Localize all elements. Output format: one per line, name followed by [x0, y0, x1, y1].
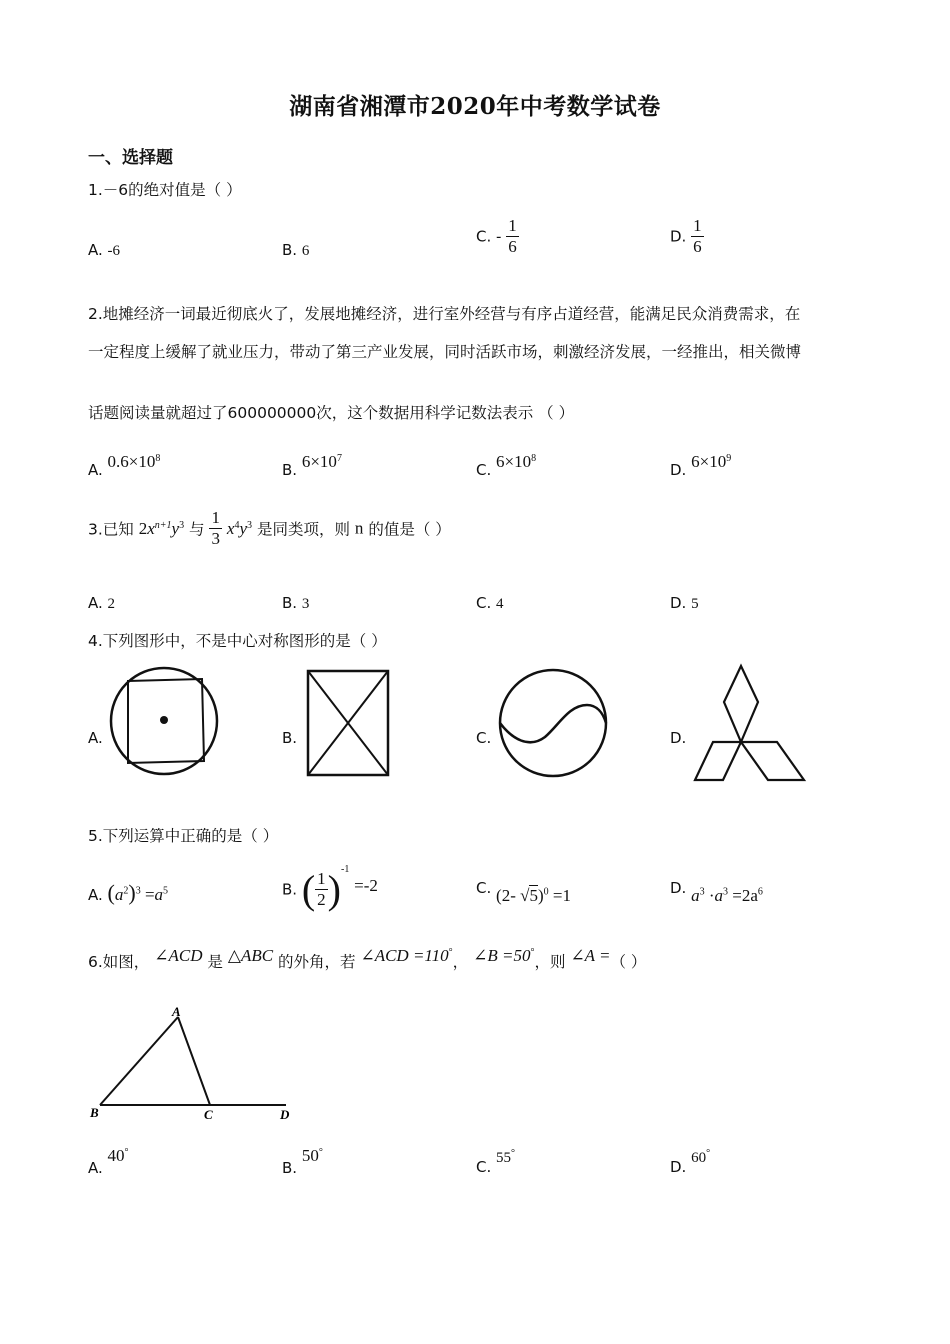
q1-stem: 1.－6的绝对值是（ ）	[88, 181, 242, 199]
section-heading: 一、选择题	[88, 148, 173, 168]
q6-triangle-figure	[88, 1005, 298, 1125]
fraction: $\frac{1}{2}$	[317, 869, 326, 909]
q4-figure-d[interactable]	[692, 662, 808, 784]
q5-stem: 5.下列运算中正确的是（ ）	[88, 827, 279, 845]
q1-option-b[interactable]: B. 6	[282, 241, 310, 259]
point-label-d: D	[280, 1107, 290, 1122]
q5-option-a[interactable]: A. $(a^2)^3 =a^5$	[88, 880, 169, 905]
fraction: $\frac{1}{6}$	[508, 216, 517, 256]
page-title: 湖南省湘潭市2020年中考数学试卷	[289, 93, 661, 120]
q6-option-d[interactable]: D. 60°	[670, 1148, 711, 1176]
q3-option-a[interactable]: A. 2	[88, 594, 116, 612]
q4-option-b-label[interactable]: B.	[282, 729, 298, 747]
q5-option-b[interactable]: B. ( $\frac{1}{2}$ )$^{-1}$ =-2	[282, 864, 378, 912]
s-curve	[500, 705, 606, 742]
point-label-a: A	[172, 1005, 181, 1019]
term-two: $x^4y^3$	[226, 518, 252, 538]
q3-option-c[interactable]: C. 4	[476, 594, 504, 612]
q1-option-d[interactable]: D. $\frac{1}{6}$	[670, 216, 702, 256]
q2-option-b[interactable]: B. $6\times 10^7$	[282, 452, 342, 479]
fraction: $\frac{1}{6}$	[693, 216, 702, 256]
rhombus-shape	[695, 742, 741, 780]
q6-option-b[interactable]: B. 50°	[282, 1146, 323, 1177]
rhombus-shape	[741, 742, 804, 780]
point-label-b: B	[90, 1105, 99, 1120]
q5-option-d[interactable]: D. $a^3 \cdot a^3 =2a^6$	[670, 879, 763, 905]
q1-option-a[interactable]: A. -6	[88, 241, 121, 259]
q1-option-c[interactable]: C. - $\frac{1}{6}$	[476, 216, 517, 256]
segment-ac	[178, 1017, 210, 1105]
q4-option-c-label[interactable]: C.	[476, 729, 492, 747]
q2-option-d[interactable]: D. $6\times 10^9$	[670, 452, 732, 479]
q2-stem-line1: 2.地摊经济一词最近彻底火了，发展地摊经济，进行室外经营与有序占道经营，能满足民众消费需求，在	[88, 305, 801, 323]
point-label-c: C	[204, 1107, 213, 1122]
segment-ab	[100, 1017, 178, 1105]
q2-stem-line3: 话题阅读量就超过了600000000次，这个数据用科学记数法表示 （ ）	[88, 404, 575, 422]
q3-option-b[interactable]: B. 3	[282, 594, 310, 612]
fraction: $\frac{1}{3}$	[211, 508, 220, 548]
q2-option-a[interactable]: A. $0.6\times 10^8$	[88, 452, 161, 479]
q4-figure-a[interactable]	[108, 665, 220, 777]
q6-option-c[interactable]: C. 55°	[476, 1148, 516, 1176]
q4-option-a-label[interactable]: A.	[88, 729, 103, 747]
q4-figure-c[interactable]	[497, 667, 609, 779]
q2-stem-line2: 一定程度上缓解了就业压力，带动了第三产业发展，同时活跃市场，刺激经济发展，一经推出，相关微博	[88, 343, 802, 361]
circle-shape	[500, 670, 606, 776]
q4-stem: 4.下列图形中，不是中心对称图形的是（ ）	[88, 632, 387, 650]
center-dot	[160, 716, 168, 724]
q3-stem: 3.已知 $2x^{n+1}y^3$ 与 $\frac{1}{3}$ $x^4y^3$ 是同类项，则 n 的值是（ ）	[88, 508, 451, 548]
q6-option-a[interactable]: A. 40°	[88, 1146, 129, 1177]
q6-stem: 6.如图， ∠ACD 是 △ABC 的外角，若 ∠ACD =110°， ∠B =50°，则 ∠A =（ ）	[88, 946, 647, 971]
q5-option-c[interactable]: C. (2- √5)$^0$ =1	[476, 879, 571, 905]
q4-option-d-label[interactable]: D.	[670, 729, 687, 747]
q2-option-c[interactable]: C. $6\times 10^8$	[476, 452, 537, 479]
rhombus-shape	[724, 666, 758, 742]
term-one: $2x^{n+1}y^3$	[138, 518, 185, 538]
q3-option-d[interactable]: D. 5	[670, 594, 699, 612]
q4-figure-b[interactable]	[304, 667, 392, 779]
